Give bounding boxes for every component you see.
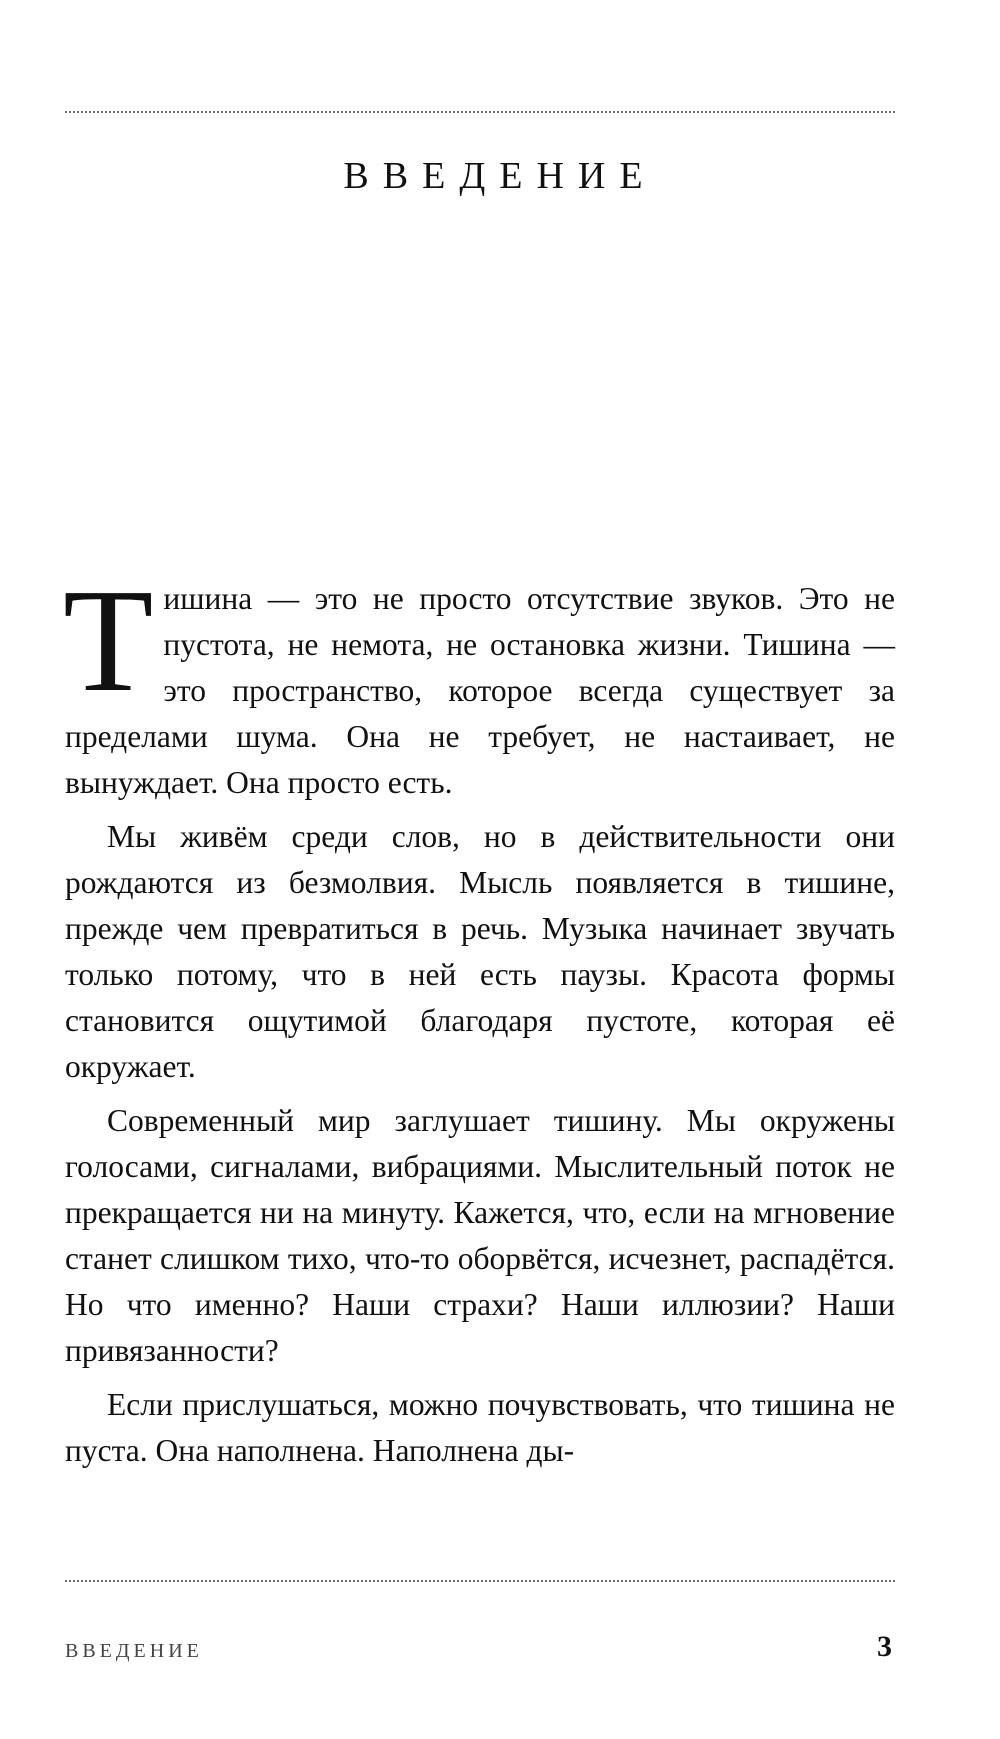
paragraph-1 — [63, 559, 895, 806]
top-dotted-rule — [65, 111, 895, 113]
paragraph-3: Современный мир заглушает тишину. Мы окружены голосами, сигналами, вибрациями. Мыслительный поток не прекращается ни на минуту. Кажется, что, если на мгновение станет слишком тихо, что-то оборвётся, исчезнет, распадётся. Но что именно? Наши страхи? Наши иллюзии? Наши привязанности? — [65, 1103, 895, 1368]
body-text — [63, 559, 895, 1474]
page-number: 3 — [877, 1630, 892, 1663]
bottom-dotted-rule — [65, 1580, 895, 1582]
paragraph-1-text: ишина — это не просто отсутствие звуков. Это не пустота, не немота, не остановка жизни. Тишина — это пространство, которое всегда существует за пределами шума. Она не требует, не настаивает, не вынуждает. Она просто есть. — [65, 581, 895, 800]
paragraph-4: Если прислушаться, можно почувствовать, что тишина не пуста. Она наполнена. Наполнена ды- — [65, 1387, 895, 1468]
paragraph-2: Мы живём среди слов, но в действительности они рождаются из безмолвия. Мысль появляется в тишине, прежде чем превратиться в речь. Музыка начинает звучать только потому, что в ней есть паузы. Красота формы становится ощутимой благодаря пустоте, которая её окружает. — [65, 819, 895, 1084]
chapter-title: ВВЕДЕНИЕ — [343, 155, 657, 197]
running-head: ВВЕДЕНИЕ — [65, 1640, 203, 1662]
drop-cap: Т — [63, 559, 154, 723]
